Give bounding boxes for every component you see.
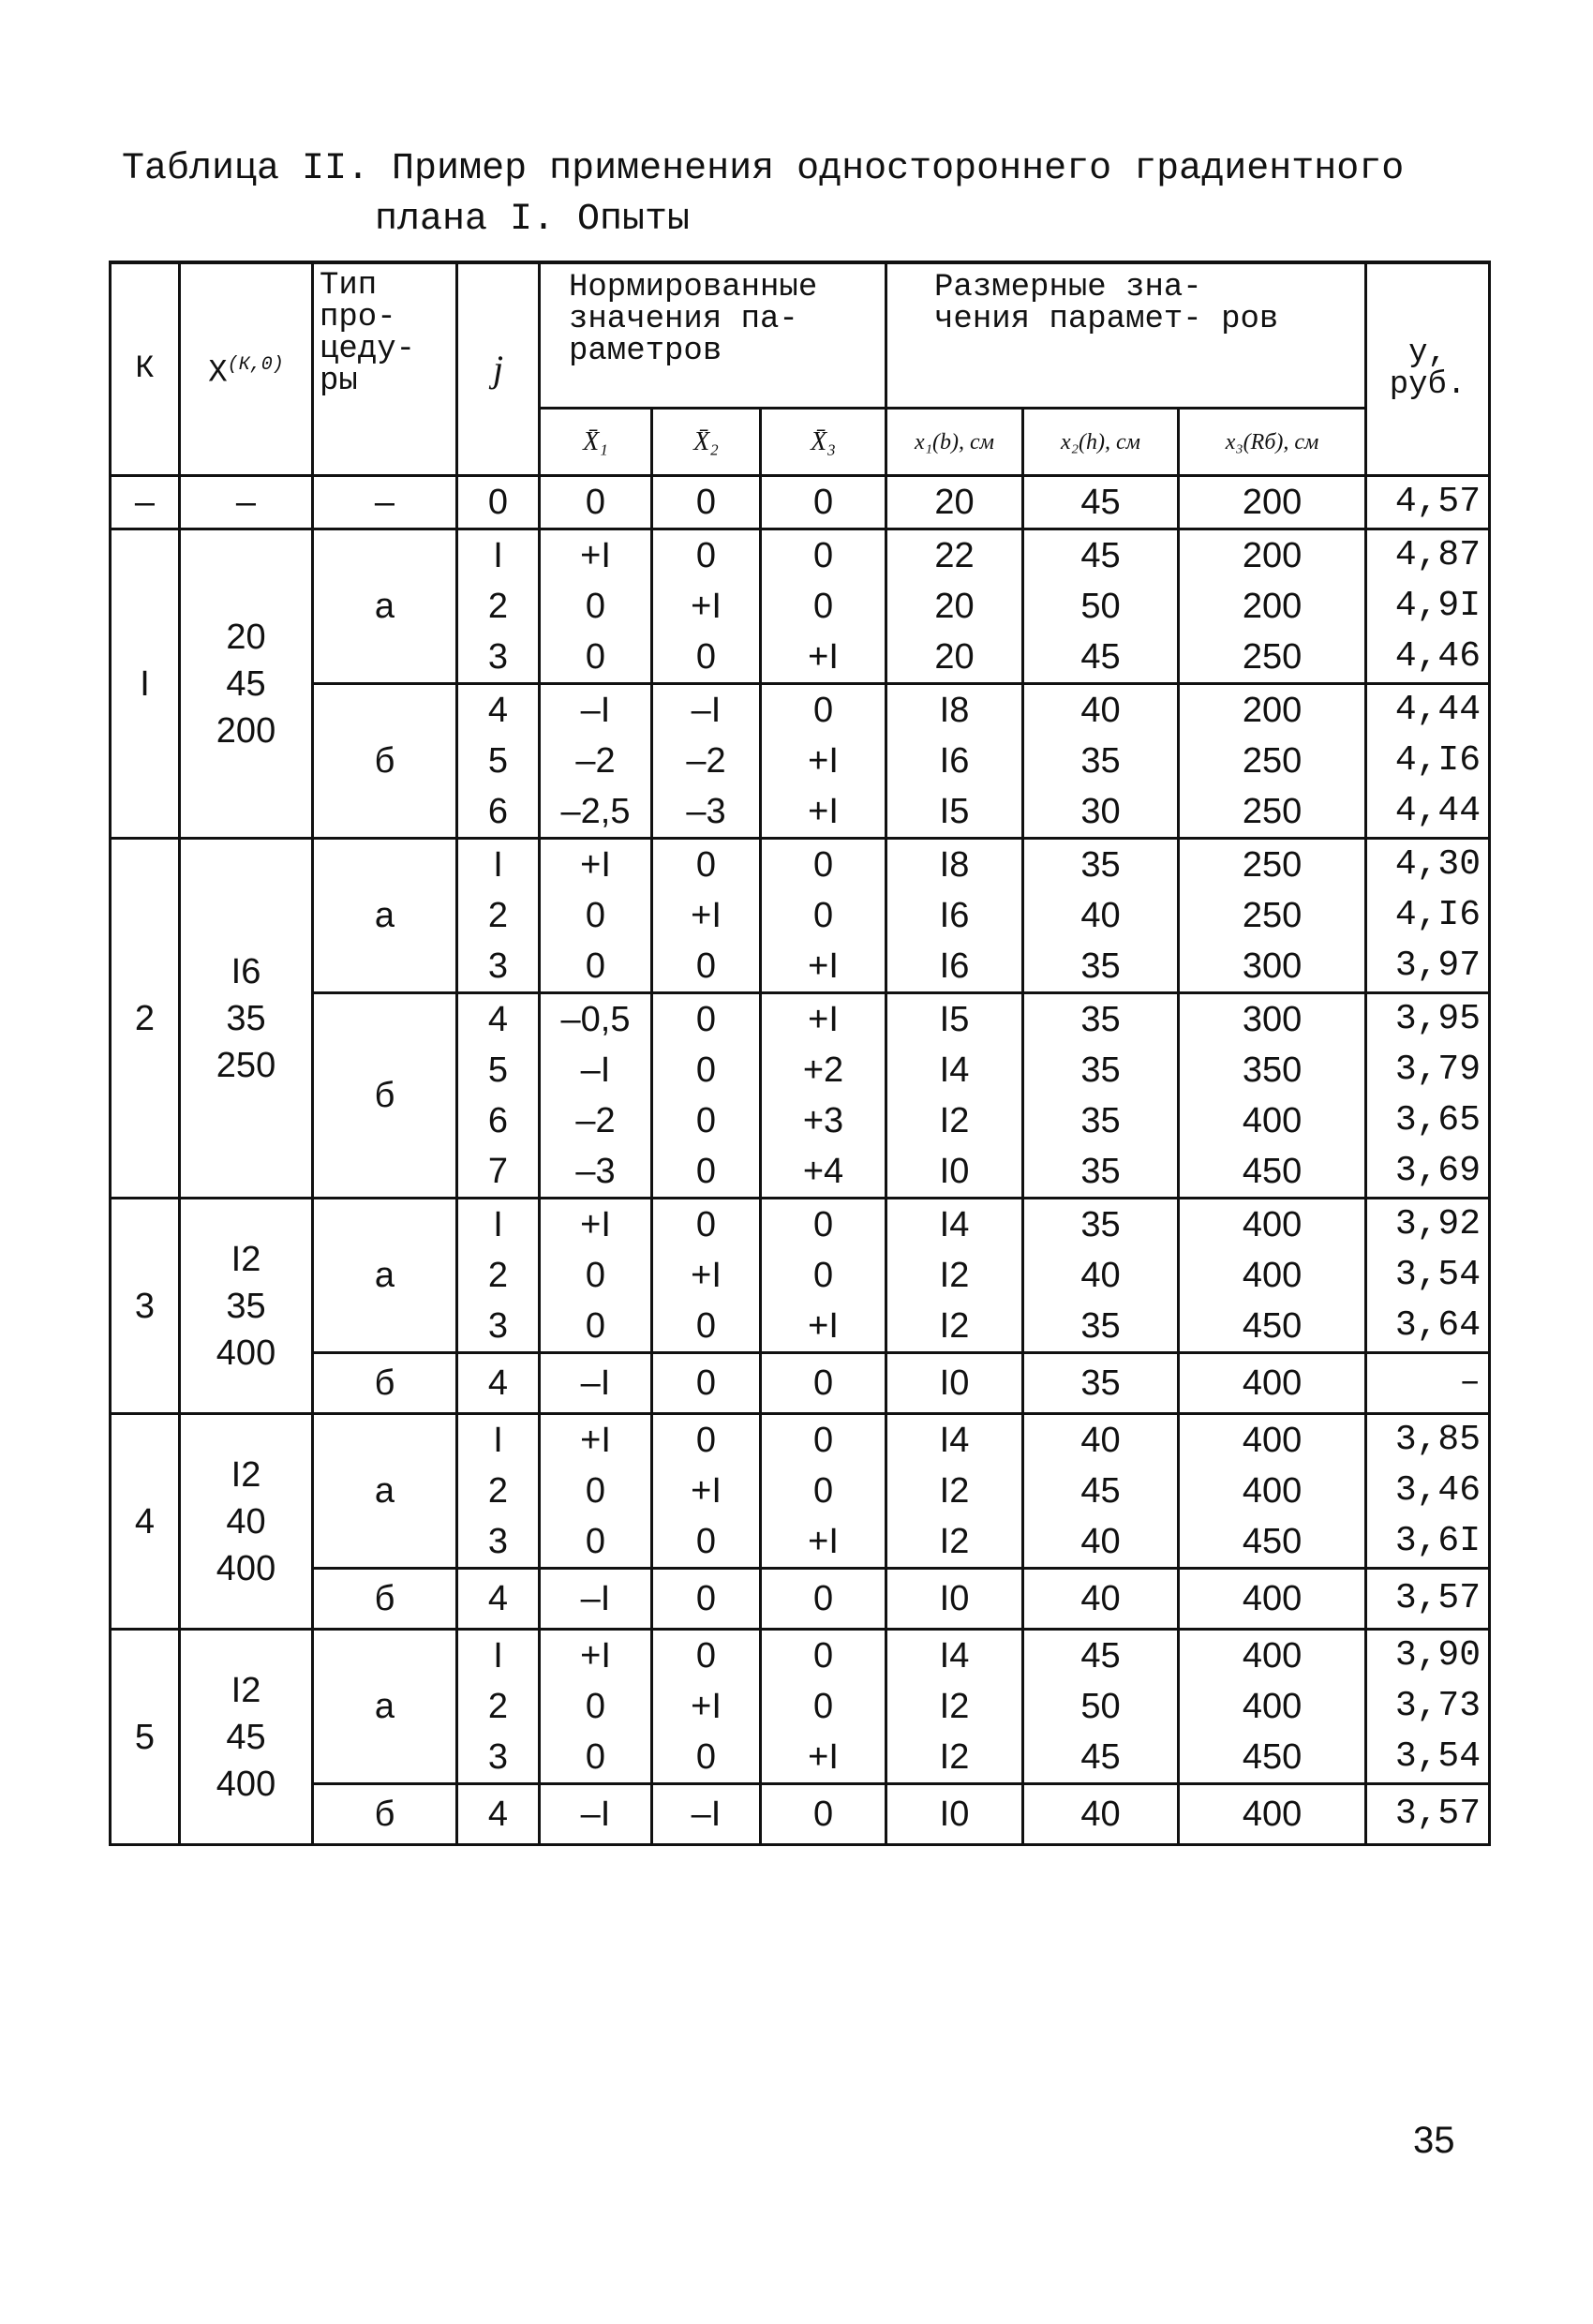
cell-n3: 0 xyxy=(761,1250,886,1301)
cell-d1: I0 xyxy=(886,1353,1023,1414)
cell-j: 6 xyxy=(457,1095,540,1146)
cell-d1: I2 xyxy=(886,1516,1023,1569)
cell-n3: +2 xyxy=(761,1045,886,1095)
group-x-value: 45 xyxy=(226,663,266,704)
procedure-type-a: а xyxy=(313,1414,457,1569)
cell-d1: 20 xyxy=(886,476,1023,529)
header-x2-normalized: X̄₂ xyxy=(652,409,761,476)
group-x-value: 40 xyxy=(226,1501,266,1542)
cell-d3: 400 xyxy=(1179,1466,1366,1516)
cell-y: 3,95 xyxy=(1366,993,1490,1046)
procedure-type-b: б xyxy=(313,993,457,1199)
cell-n1: 0 xyxy=(540,941,652,993)
cell-d1: 20 xyxy=(886,581,1023,632)
cell-n3: 0 xyxy=(761,1681,886,1732)
group-x-value: 400 xyxy=(216,1333,276,1373)
cell-y: 4,87 xyxy=(1366,529,1490,582)
table-row xyxy=(111,1569,1490,1630)
cell-n2: –3 xyxy=(652,786,761,839)
cell-d3: 250 xyxy=(1179,839,1366,891)
cell-n2: 0 xyxy=(652,1516,761,1569)
cell-k: – xyxy=(111,476,180,529)
cell-n2: +I xyxy=(652,581,761,632)
cell-d3: 250 xyxy=(1179,890,1366,941)
cell-n1: 0 xyxy=(540,1301,652,1353)
cell-d1: I0 xyxy=(886,1569,1023,1630)
cell-j: 6 xyxy=(457,786,540,839)
cell-d2: 35 xyxy=(1023,1045,1179,1095)
header-j: j xyxy=(457,262,540,476)
cell-d3: 400 xyxy=(1179,1095,1366,1146)
cell-n1: 0 xyxy=(540,1732,652,1784)
cell-n3: 0 xyxy=(761,1353,886,1414)
cell-j: 5 xyxy=(457,736,540,786)
page-number: 35 xyxy=(1413,2120,1455,2161)
cell-d2: 40 xyxy=(1023,890,1179,941)
cell-y: 4,46 xyxy=(1366,632,1490,684)
header-x3-dimensional: x₃(Rб), см xyxy=(1179,409,1366,476)
cell-d3: 200 xyxy=(1179,684,1366,737)
group-k: 3 xyxy=(111,1199,180,1414)
cell-n2: 0 xyxy=(652,993,761,1046)
group-x xyxy=(180,839,313,1199)
cell-d1: I5 xyxy=(886,786,1023,839)
cell-d1: I0 xyxy=(886,1784,1023,1845)
group-x-value: 400 xyxy=(216,1764,276,1804)
cell-n3: +3 xyxy=(761,1095,886,1146)
cell-d3: 400 xyxy=(1179,1569,1366,1630)
cell-j: 3 xyxy=(457,1516,540,1569)
procedure-type-b: б xyxy=(313,684,457,839)
cell-d2: 40 xyxy=(1023,1784,1179,1845)
cell-d3: 200 xyxy=(1179,476,1366,529)
cell-n2: 0 xyxy=(652,1569,761,1630)
cell-d1: I2 xyxy=(886,1732,1023,1784)
cell-n3: +I xyxy=(761,941,886,993)
cell-n2: –I xyxy=(652,1784,761,1845)
group-x xyxy=(180,1199,313,1414)
cell-d1: I6 xyxy=(886,736,1023,786)
cell-d2: 40 xyxy=(1023,1569,1179,1630)
cell-d1: I4 xyxy=(886,1414,1023,1467)
cell-j: I xyxy=(457,839,540,891)
header-x3-normalized: X̄₃ xyxy=(761,409,886,476)
header-normalized: Нормированные значения па- раметров xyxy=(540,262,886,409)
cell-d1: I6 xyxy=(886,890,1023,941)
cell-d3: 400 xyxy=(1179,1681,1366,1732)
cell-y: – xyxy=(1366,1353,1490,1414)
cell-n3: +I xyxy=(761,1732,886,1784)
cell-n3: 0 xyxy=(761,529,886,582)
cell-n1: +I xyxy=(540,1414,652,1467)
procedure-type-a: а xyxy=(313,839,457,993)
cell-j: I xyxy=(457,529,540,582)
cell-n3: +I xyxy=(761,993,886,1046)
cell-d2: 45 xyxy=(1023,476,1179,529)
table-row xyxy=(111,839,1490,891)
group-x-value: 35 xyxy=(226,998,266,1038)
cell-y: 4,I6 xyxy=(1366,736,1490,786)
group-x-value: 45 xyxy=(226,1717,266,1757)
cell-d2: 35 xyxy=(1023,839,1179,891)
table-title-line1: Таблица II. Пример применения одностороннего градиентного xyxy=(122,148,1405,190)
cell-y: 3,79 xyxy=(1366,1045,1490,1095)
cell-n3: 0 xyxy=(761,1199,886,1251)
cell-n2: +I xyxy=(652,890,761,941)
cell-d2: 50 xyxy=(1023,1681,1179,1732)
cell-d3: 400 xyxy=(1179,1250,1366,1301)
cell-n1: 0 xyxy=(540,632,652,684)
cell-d1: I8 xyxy=(886,684,1023,737)
group-k: 4 xyxy=(111,1414,180,1630)
cell-j: 2 xyxy=(457,1466,540,1516)
cell-y: 3,54 xyxy=(1366,1732,1490,1784)
cell-n2: 0 xyxy=(652,839,761,891)
cell-d2: 35 xyxy=(1023,1199,1179,1251)
procedure-type-b: б xyxy=(313,1353,457,1414)
cell-d1: I4 xyxy=(886,1630,1023,1682)
group-x-value: 200 xyxy=(216,710,276,751)
group-x-value: I2 xyxy=(231,1239,261,1279)
cell-d3: 300 xyxy=(1179,993,1366,1046)
group-x-value: 250 xyxy=(216,1045,276,1085)
group-k: 5 xyxy=(111,1630,180,1845)
cell-n1: –3 xyxy=(540,1146,652,1199)
cell-j: 3 xyxy=(457,941,540,993)
cell-n1: 0 xyxy=(540,1466,652,1516)
cell-d3: 300 xyxy=(1179,941,1366,993)
table-row xyxy=(111,529,1490,582)
procedure-type-b: б xyxy=(313,1784,457,1845)
cell-j: 0 xyxy=(457,476,540,529)
cell-n2: +I xyxy=(652,1250,761,1301)
header-x1-dimensional: x₁(b), см xyxy=(886,409,1023,476)
cell-d2: 35 xyxy=(1023,941,1179,993)
cell-n3: +I xyxy=(761,786,886,839)
cell-y: 3,97 xyxy=(1366,941,1490,993)
cell-d2: 45 xyxy=(1023,632,1179,684)
cell-n2: 0 xyxy=(652,632,761,684)
cell-y: 3,69 xyxy=(1366,1146,1490,1199)
cell-y: 4,9I xyxy=(1366,581,1490,632)
table-row xyxy=(111,993,1490,1046)
cell-n2: 0 xyxy=(652,1045,761,1095)
cell-j: 5 xyxy=(457,1045,540,1095)
cell-n1: +I xyxy=(540,1199,652,1251)
cell-d2: 50 xyxy=(1023,581,1179,632)
header-x-superscript: (К,0) xyxy=(227,353,284,376)
cell-y: 3,85 xyxy=(1366,1414,1490,1467)
cell-d1: I2 xyxy=(886,1095,1023,1146)
cell-n1: 0 xyxy=(540,581,652,632)
cell-n1: 0 xyxy=(540,1516,652,1569)
cell-y: 3,92 xyxy=(1366,1199,1490,1251)
cell-j: 4 xyxy=(457,1353,540,1414)
table-row xyxy=(111,1630,1490,1682)
cell-y: 3,90 xyxy=(1366,1630,1490,1682)
cell-d1: I8 xyxy=(886,839,1023,891)
header-x1-normalized: X̄₁ xyxy=(540,409,652,476)
cell-d1: 20 xyxy=(886,632,1023,684)
cell-j: 7 xyxy=(457,1146,540,1199)
cell-n3: +I xyxy=(761,1301,886,1353)
cell-j: I xyxy=(457,1199,540,1251)
cell-y: 3,54 xyxy=(1366,1250,1490,1301)
cell-d2: 45 xyxy=(1023,529,1179,582)
cell-j: 4 xyxy=(457,684,540,737)
procedure-type-a: а xyxy=(313,1199,457,1353)
cell-d3: 400 xyxy=(1179,1199,1366,1251)
cell-n2: 0 xyxy=(652,1146,761,1199)
cell-n3: +I xyxy=(761,736,886,786)
cell-d2: 40 xyxy=(1023,1516,1179,1569)
cell-j: 2 xyxy=(457,1681,540,1732)
cell-n2: 0 xyxy=(652,941,761,993)
cell-n3: 0 xyxy=(761,684,886,737)
cell-n2: +I xyxy=(652,1466,761,1516)
cell-d2: 35 xyxy=(1023,1095,1179,1146)
cell-n1: +I xyxy=(540,839,652,891)
cell-d2: 35 xyxy=(1023,993,1179,1046)
cell-d2: 45 xyxy=(1023,1630,1179,1682)
cell-y: 4,44 xyxy=(1366,684,1490,737)
table-body xyxy=(111,262,1490,1845)
cell-d3: 450 xyxy=(1179,1301,1366,1353)
header-x-base: Х xyxy=(208,355,228,392)
cell-y: 4,57 xyxy=(1366,476,1490,529)
cell-d3: 450 xyxy=(1179,1146,1366,1199)
cell-d2: 35 xyxy=(1023,1353,1179,1414)
cell-d2: 35 xyxy=(1023,1301,1179,1353)
cell-d2: 45 xyxy=(1023,1732,1179,1784)
cell-j: 2 xyxy=(457,890,540,941)
cell-y: 3,46 xyxy=(1366,1466,1490,1516)
cell-j: 4 xyxy=(457,1784,540,1845)
header-type: Тип про- цеду- ры xyxy=(313,262,457,476)
cell-n3: +4 xyxy=(761,1146,886,1199)
cell-d1: I6 xyxy=(886,941,1023,993)
cell-d1: I2 xyxy=(886,1301,1023,1353)
cell-d1: I2 xyxy=(886,1250,1023,1301)
procedure-type-a: а xyxy=(313,1630,457,1784)
cell-n1: +I xyxy=(540,529,652,582)
cell-n3: 0 xyxy=(761,1414,886,1467)
cell-n2: 0 xyxy=(652,1095,761,1146)
cell-n3: 0 xyxy=(761,581,886,632)
cell-n1: –2 xyxy=(540,1095,652,1146)
cell-y: 3,57 xyxy=(1366,1569,1490,1630)
cell-n3: 0 xyxy=(761,1630,886,1682)
header-x xyxy=(180,262,313,476)
cell-n2: 0 xyxy=(652,529,761,582)
cell-n3: 0 xyxy=(761,890,886,941)
cell-d3: 400 xyxy=(1179,1630,1366,1682)
cell-j: I xyxy=(457,1414,540,1467)
cell-y: 4,44 xyxy=(1366,786,1490,839)
cell-n2: +I xyxy=(652,1681,761,1732)
cell-d1: 22 xyxy=(886,529,1023,582)
cell-n1: –I xyxy=(540,1353,652,1414)
cell-n1: –2,5 xyxy=(540,786,652,839)
cell-n3: 0 xyxy=(761,1569,886,1630)
cell-d3: 400 xyxy=(1179,1353,1366,1414)
cell-n1: –0,5 xyxy=(540,993,652,1046)
cell-x: – xyxy=(180,476,313,529)
group-x-value: 400 xyxy=(216,1548,276,1588)
cell-n3: 0 xyxy=(761,1784,886,1845)
table-row xyxy=(111,684,1490,737)
cell-n1: 0 xyxy=(540,890,652,941)
group-x-value: I6 xyxy=(231,951,261,991)
cell-n1: –I xyxy=(540,1569,652,1630)
group-x-value: I2 xyxy=(231,1670,261,1710)
cell-j: 3 xyxy=(457,1732,540,1784)
table-row xyxy=(111,1414,1490,1467)
cell-n3: +I xyxy=(761,632,886,684)
table-row xyxy=(111,476,1490,529)
cell-d3: 200 xyxy=(1179,529,1366,582)
cell-d3: 250 xyxy=(1179,632,1366,684)
cell-n2: 0 xyxy=(652,1353,761,1414)
cell-d1: I5 xyxy=(886,993,1023,1046)
cell-y: 4,30 xyxy=(1366,839,1490,891)
cell-d3: 250 xyxy=(1179,786,1366,839)
cell-d1: I0 xyxy=(886,1146,1023,1199)
cell-n1: –I xyxy=(540,684,652,737)
cell-d2: 30 xyxy=(1023,786,1179,839)
cell-n1: 0 xyxy=(540,1250,652,1301)
cell-j: 2 xyxy=(457,581,540,632)
cell-n2: 0 xyxy=(652,476,761,529)
cell-d1: I4 xyxy=(886,1199,1023,1251)
cell-n3: +I xyxy=(761,1516,886,1569)
cell-n3: 0 xyxy=(761,1466,886,1516)
cell-d3: 400 xyxy=(1179,1414,1366,1467)
cell-d2: 35 xyxy=(1023,736,1179,786)
cell-d3: 250 xyxy=(1179,736,1366,786)
header-x2-dimensional: x₂(h), см xyxy=(1023,409,1179,476)
cell-d3: 450 xyxy=(1179,1516,1366,1569)
cell-type: – xyxy=(313,476,457,529)
group-x xyxy=(180,529,313,839)
table-row xyxy=(111,1199,1490,1251)
cell-n2: –2 xyxy=(652,736,761,786)
group-x xyxy=(180,1630,313,1845)
cell-d3: 450 xyxy=(1179,1732,1366,1784)
cell-d1: I2 xyxy=(886,1466,1023,1516)
cell-n2: 0 xyxy=(652,1630,761,1682)
cell-n3: 0 xyxy=(761,839,886,891)
procedure-type-b: б xyxy=(313,1569,457,1630)
group-x-value: I2 xyxy=(231,1454,261,1495)
table-row xyxy=(111,1353,1490,1414)
table-title-line2: плана I. Опыты xyxy=(375,199,691,241)
group-x xyxy=(180,1414,313,1630)
table-row xyxy=(111,1784,1490,1845)
cell-n2: 0 xyxy=(652,1199,761,1251)
cell-d2: 40 xyxy=(1023,684,1179,737)
cell-j: 4 xyxy=(457,993,540,1046)
cell-n2: 0 xyxy=(652,1301,761,1353)
cell-d2: 35 xyxy=(1023,1146,1179,1199)
cell-n2: 0 xyxy=(652,1732,761,1784)
cell-n1: 0 xyxy=(540,476,652,529)
cell-d3: 400 xyxy=(1179,1784,1366,1845)
cell-y: 3,64 xyxy=(1366,1301,1490,1353)
group-x-value: 35 xyxy=(226,1286,266,1326)
cell-y: 4,I6 xyxy=(1366,890,1490,941)
cell-y: 3,65 xyxy=(1366,1095,1490,1146)
header-y: y, руб. xyxy=(1366,262,1490,476)
header-k: К xyxy=(111,262,180,476)
cell-n1: +I xyxy=(540,1630,652,1682)
cell-d2: 40 xyxy=(1023,1414,1179,1467)
cell-y: 3,6I xyxy=(1366,1516,1490,1569)
cell-y: 3,73 xyxy=(1366,1681,1490,1732)
cell-j: 2 xyxy=(457,1250,540,1301)
cell-n1: –2 xyxy=(540,736,652,786)
cell-n1: –I xyxy=(540,1045,652,1095)
cell-j: I xyxy=(457,1630,540,1682)
cell-n3: 0 xyxy=(761,476,886,529)
group-k: I xyxy=(111,529,180,839)
cell-n1: –I xyxy=(540,1784,652,1845)
cell-n2: 0 xyxy=(652,1414,761,1467)
cell-d2: 40 xyxy=(1023,1250,1179,1301)
group-x-value: 20 xyxy=(226,617,266,657)
cell-d1: I4 xyxy=(886,1045,1023,1095)
cell-j: 3 xyxy=(457,1301,540,1353)
cell-d1: I2 xyxy=(886,1681,1023,1732)
cell-n2: –I xyxy=(652,684,761,737)
header-dimensional: Размерные зна- чения парамет- ров xyxy=(886,262,1366,409)
cell-j: 4 xyxy=(457,1569,540,1630)
cell-d3: 350 xyxy=(1179,1045,1366,1095)
cell-d2: 45 xyxy=(1023,1466,1179,1516)
cell-n1: 0 xyxy=(540,1681,652,1732)
procedure-type-a: а xyxy=(313,529,457,684)
group-k: 2 xyxy=(111,839,180,1199)
experiments-table xyxy=(109,261,1491,1846)
cell-j: 3 xyxy=(457,632,540,684)
cell-y: 3,57 xyxy=(1366,1784,1490,1845)
cell-d3: 200 xyxy=(1179,581,1366,632)
